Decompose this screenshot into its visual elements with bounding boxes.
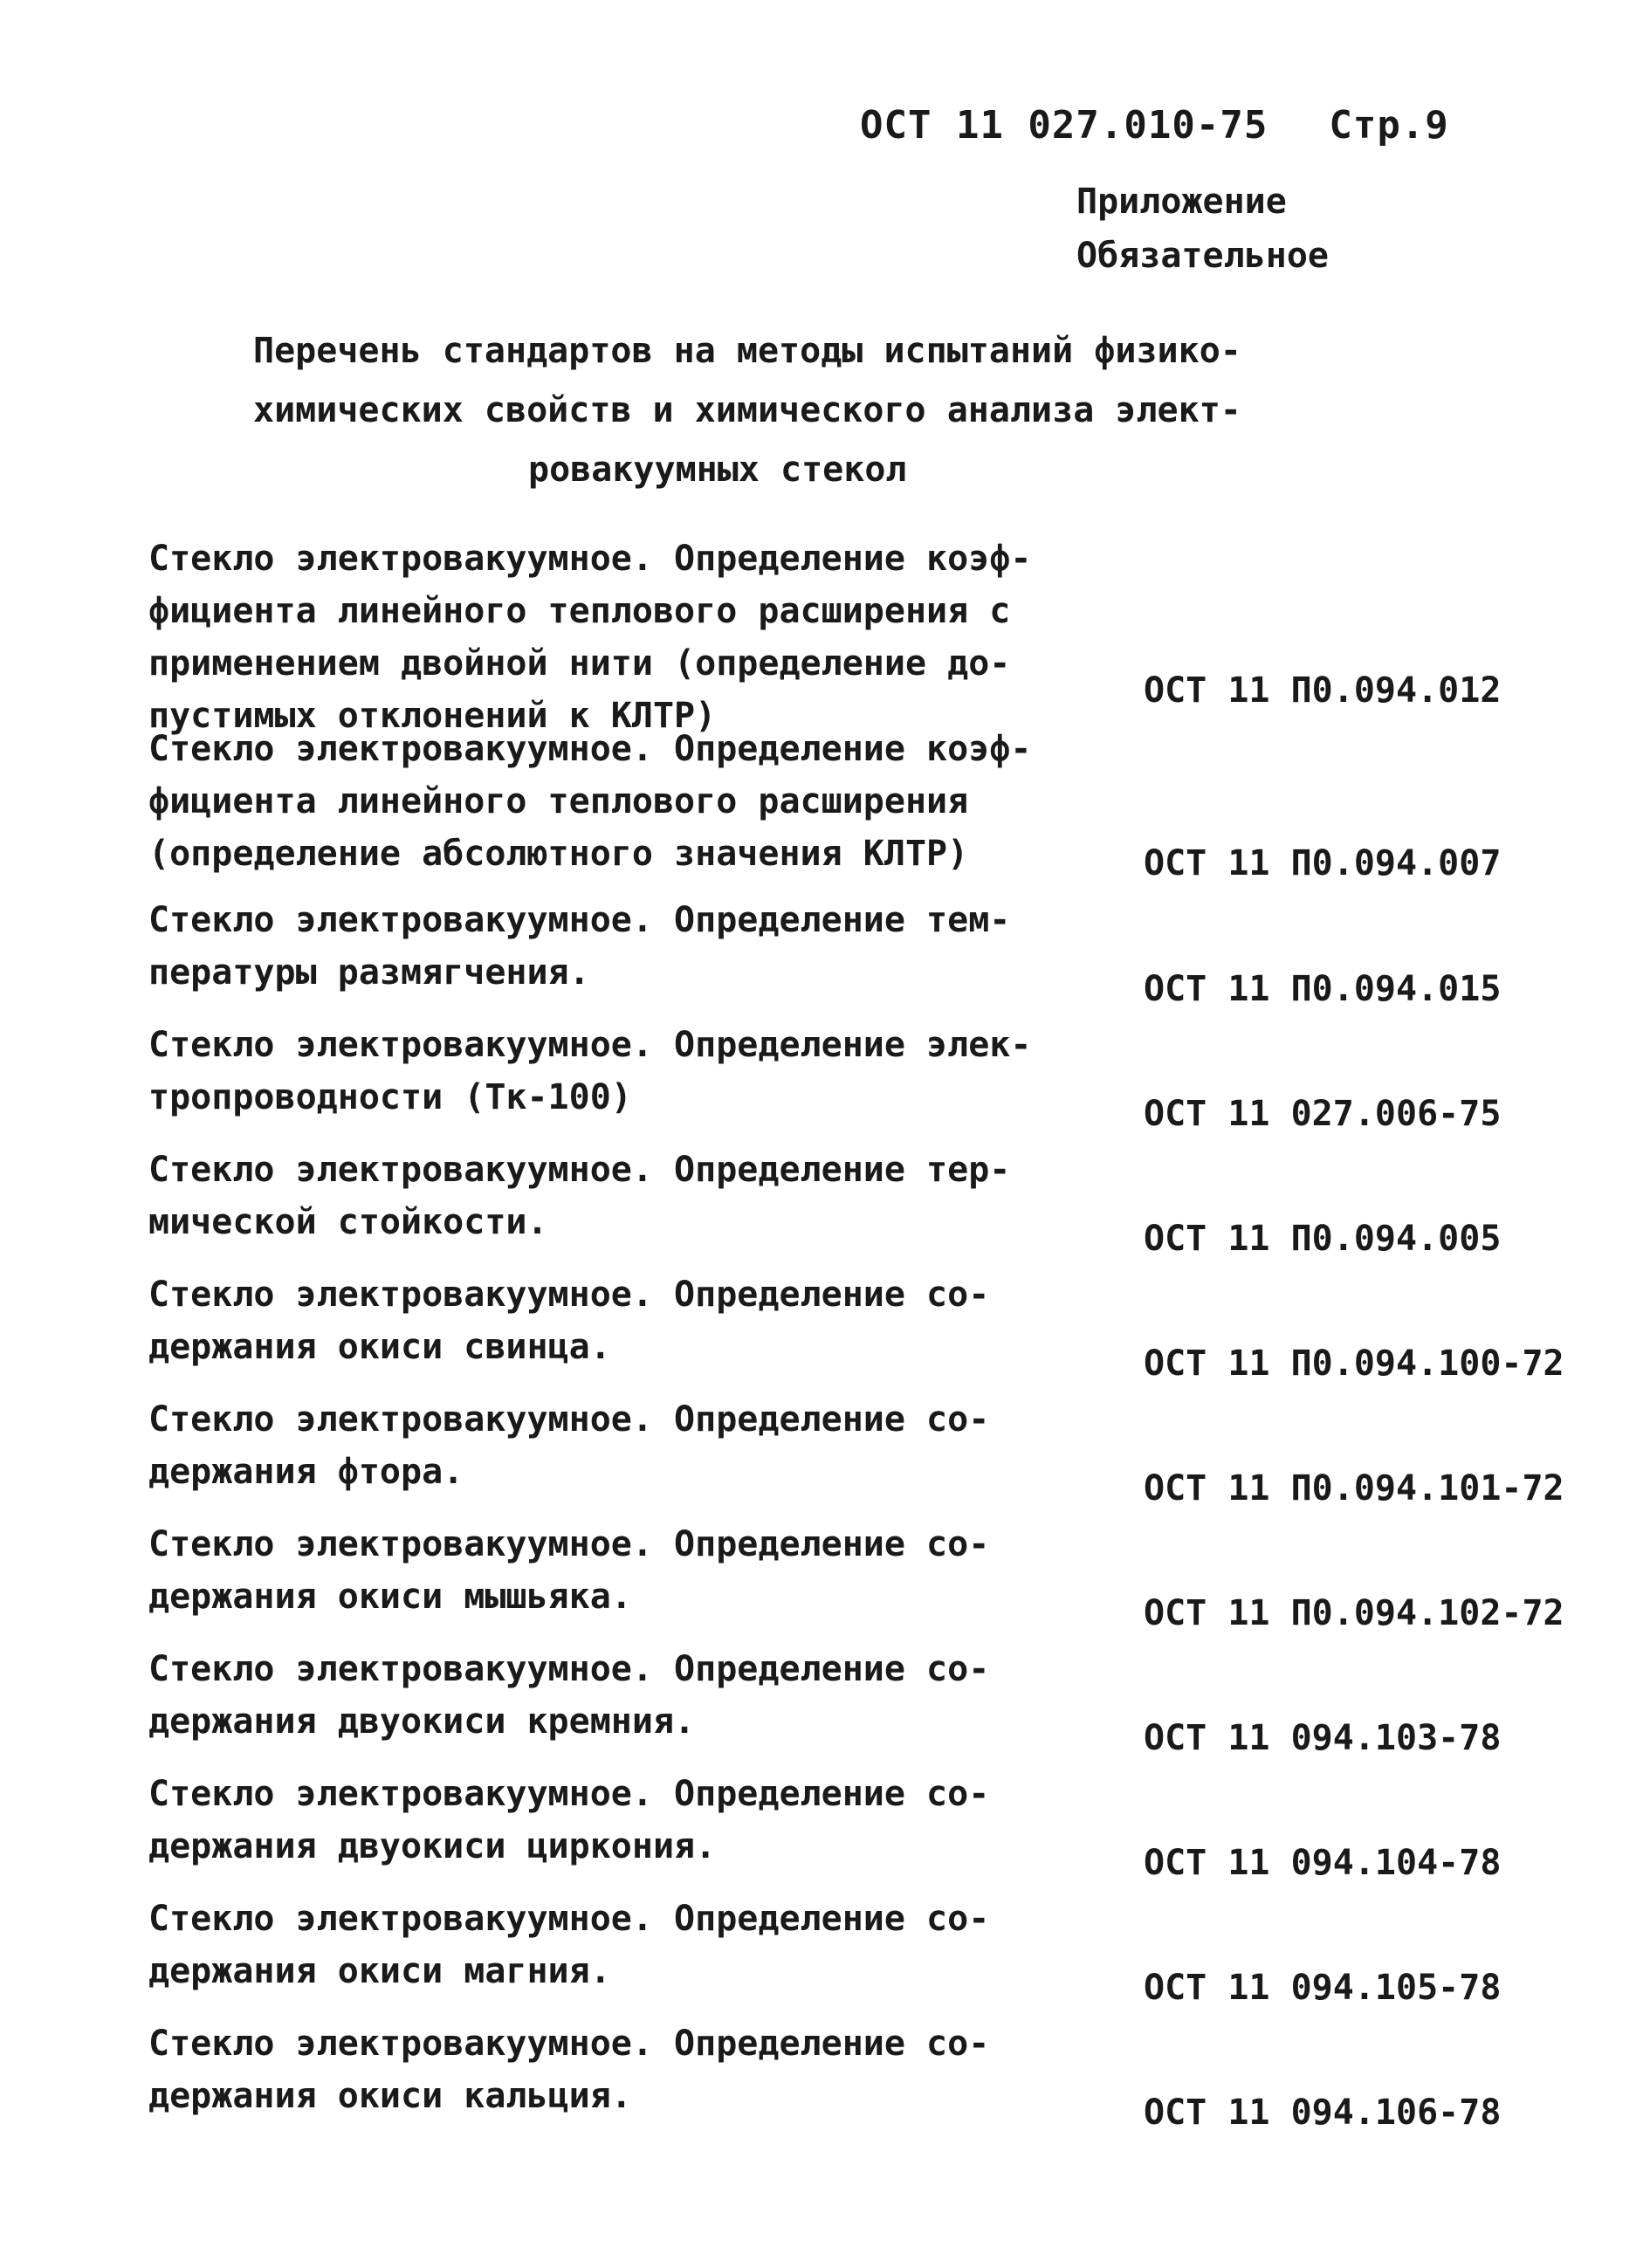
standard-code: ОСТ 11 П0.094.015 — [1144, 969, 1502, 1009]
description-line: Стекло электровакуумное. Определение со- — [148, 1399, 990, 1440]
description-line: пустимых отклонений к КЛТР) — [148, 696, 717, 736]
description-line: Стекло электровакуумное. Определение коэф- — [148, 729, 1032, 769]
description-line: Стекло электровакуумное. Определение со- — [148, 2024, 990, 2064]
standard-entry — [148, 1643, 1633, 1763]
standard-description — [148, 533, 1091, 742]
standard-entry — [148, 1019, 1633, 1139]
standard-entry — [148, 1393, 1633, 1514]
standard-description — [148, 2017, 1091, 2122]
description-line: Стекло электровакуумное. Определение со- — [148, 1774, 990, 1814]
standard-entry — [148, 533, 1633, 736]
standard-description — [148, 1893, 1091, 1997]
description-line: Стекло электровакуумное. Определение тер- — [148, 1150, 1011, 1190]
standard-entry — [148, 1893, 1633, 2013]
description-line: (определение абсолютного значения КЛТР) — [148, 834, 969, 874]
standard-code: ОСТ 11 П0.094.100-72 — [1144, 1344, 1564, 1384]
standard-code: ОСТ 11 094.105-78 — [1144, 1968, 1502, 2008]
title-line: химических свойств и химического анализа элект- — [253, 390, 1241, 430]
description-line: держания двуокиси циркония. — [148, 1826, 717, 1866]
standard-code: ОСТ 11 094.104-78 — [1144, 1843, 1502, 1883]
description-line: держания окиси мышьяка. — [148, 1577, 632, 1617]
standard-description — [148, 1518, 1091, 1623]
description-line: Стекло электровакуумное. Определение со- — [148, 1275, 990, 1315]
standard-description — [148, 1393, 1091, 1498]
description-line: фициента линейного теплового расширения с — [148, 591, 1011, 631]
description-line: Стекло электровакуумное. Определение со- — [148, 1899, 990, 1939]
standard-code: ОСТ 11 П0.094.005 — [1144, 1219, 1502, 1259]
description-line: держания окиси магния. — [148, 1951, 611, 1991]
description-line: Стекло электровакуумное. Определение элек- — [148, 1025, 1032, 1065]
standard-description — [148, 1643, 1091, 1748]
standard-description — [148, 723, 1091, 880]
standard-code: ОСТ 11 П0.094.102-72 — [1144, 1593, 1564, 1633]
appendix-line-1: Приложение — [1076, 182, 1287, 222]
standard-code: ОСТ 11 027.006-75 — [1144, 1094, 1502, 1134]
description-line: Стекло электровакуумное. Определение со- — [148, 1524, 990, 1564]
description-line: Стекло электровакуумное. Определение тем- — [148, 900, 1011, 940]
document-code: ОСТ 11 027.010-75 — [860, 103, 1268, 148]
standard-description — [148, 894, 1091, 999]
description-line: пературы размягчения. — [148, 952, 590, 993]
appendix-line-2: Обязательное — [1076, 236, 1329, 276]
appendix-label — [1076, 175, 1329, 283]
description-line: фициента линейного теплового расширения — [148, 781, 969, 821]
description-line: Стекло электровакуумное. Определение коэф- — [148, 539, 1032, 579]
description-line: держания двуокиси кремния. — [148, 1701, 696, 1742]
description-line: Стекло электровакуумное. Определение со- — [148, 1649, 990, 1689]
description-line: применением двойной нити (определение до- — [148, 643, 1011, 684]
standard-code: ОСТ 11 094.106-78 — [1144, 2093, 1502, 2133]
document-title — [253, 321, 1310, 499]
title-line: Перечень стандартов на методы испытаний физико- — [253, 331, 1241, 371]
document-header — [860, 103, 1449, 148]
standard-entry — [148, 1768, 1633, 1888]
standard-code: ОСТ 11 094.103-78 — [1144, 1718, 1502, 1758]
description-line: держания фтора. — [148, 1452, 464, 1492]
standard-entry — [148, 1518, 1633, 1639]
standard-entry — [148, 723, 1633, 889]
standard-entry — [148, 894, 1633, 1014]
description-line: мической стойкости. — [148, 1202, 548, 1242]
description-line: держания окиси кальция. — [148, 2076, 632, 2116]
standard-code: ОСТ 11 П0.094.101-72 — [1144, 1468, 1564, 1509]
standard-description — [148, 1768, 1091, 1873]
standard-code: ОСТ 11 П0.094.007 — [1144, 843, 1502, 883]
standard-description — [148, 1144, 1091, 1248]
standard-description — [148, 1268, 1091, 1373]
description-line: держания окиси свинца. — [148, 1327, 611, 1367]
standards-list — [148, 533, 1633, 2142]
standard-entry — [148, 1268, 1633, 1389]
standard-entry — [148, 1144, 1633, 1264]
title-line: ровакуумных стекол — [528, 450, 907, 490]
standard-entry — [148, 2017, 1633, 2138]
page-number: Стр.9 — [1329, 103, 1449, 148]
description-line: тропроводности (Тк-100) — [148, 1077, 632, 1117]
standard-description — [148, 1019, 1091, 1124]
standard-code: ОСТ 11 П0.094.012 — [1144, 670, 1502, 711]
